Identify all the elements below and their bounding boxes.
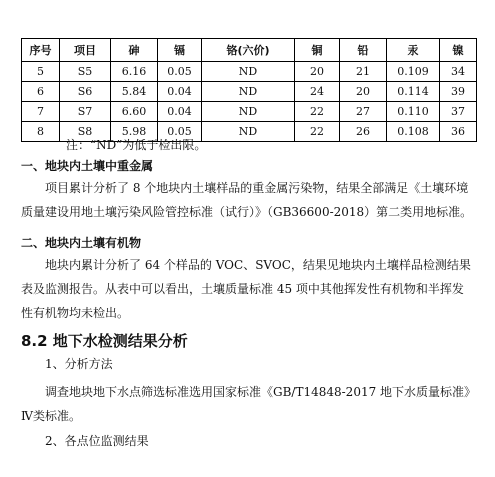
table-cell: 0.04 [158, 82, 202, 102]
table-cell: 5.84 [111, 82, 158, 102]
table-cell: 24 [295, 82, 340, 102]
table-cell: ND [202, 82, 295, 102]
table-cell: 0.05 [158, 122, 202, 142]
table-cell: 6.16 [111, 62, 158, 82]
table-cell: 27 [340, 102, 387, 122]
header-cell: 序号 [22, 39, 60, 62]
groundwater-results-subheading: 2、各点位监测结果 [45, 434, 149, 448]
table-cell: S8 [60, 122, 111, 142]
table-cell: 0.108 [387, 122, 440, 142]
groundwater-line-2: Ⅳ类标准。 [21, 409, 81, 423]
table-cell: 21 [340, 62, 387, 82]
header-cell: 砷 [111, 39, 158, 62]
table-cell: 8 [22, 122, 60, 142]
organic-line-2: 表及监测报告。从表中可以看出，土壤质量标准 45 项中其他挥发性有机物和半挥发 [21, 282, 464, 296]
table-cell: 5.98 [111, 122, 158, 142]
table-cell: ND [202, 102, 295, 122]
organic-line-1: 地块内累计分析了 64 个样品的 VOC、SVOC，结果见地块内土壤样品检测结果 [45, 258, 471, 272]
table-cell: 36 [440, 122, 477, 142]
heavy-metal-line-2: 质量建设用地土壤污染风险管控标准（试行）》（GB36600-2018）第二类用地标准。 [21, 205, 473, 219]
heavy-metal-results-table [21, 38, 477, 142]
header-cell: 镉 [158, 39, 202, 62]
header-cell: 铅 [340, 39, 387, 62]
organic-line-3: 性有机物均未检出。 [21, 306, 130, 320]
table-header-row [22, 39, 477, 62]
table-cell: S7 [60, 102, 111, 122]
header-cell: 项目 [60, 39, 111, 62]
table-cell: 0.109 [387, 62, 440, 82]
table-cell: ND [202, 122, 295, 142]
heavy-metal-line-1: 项目累计分析了 8 个地块内土壤样品的重金属污染物，结果全部满足《土壤环境 [45, 181, 469, 195]
table-cell: S5 [60, 62, 111, 82]
table-cell: 20 [295, 62, 340, 82]
table-cell: 0.114 [387, 82, 440, 102]
header-cell: 铜 [295, 39, 340, 62]
groundwater-method-subheading: 1、分析方法 [45, 357, 113, 371]
table-cell: 6 [22, 82, 60, 102]
table-cell: 22 [295, 102, 340, 122]
table-cell: 0.04 [158, 102, 202, 122]
groundwater-section-title: 8.2 地下水检测结果分析 [21, 332, 188, 350]
table-row [22, 82, 477, 102]
table-row [22, 62, 477, 82]
table-cell: 0.05 [158, 62, 202, 82]
header-cell: 镍 [440, 39, 477, 62]
table-cell: S6 [60, 82, 111, 102]
heavy-metal-heading: 一、地块内土壤中重金属 [21, 159, 154, 173]
organic-heading: 二、地块内土壤有机物 [21, 236, 142, 250]
header-cell: 汞 [387, 39, 440, 62]
table-row [22, 102, 477, 122]
table-cell: 22 [295, 122, 340, 142]
table-cell: 37 [440, 102, 477, 122]
table-cell: 34 [440, 62, 477, 82]
table-cell: 5 [22, 62, 60, 82]
table-cell: 26 [340, 122, 387, 142]
table-cell: ND [202, 62, 295, 82]
table-cell: 0.110 [387, 102, 440, 122]
groundwater-line-1: 调查地块地下水点筛选标准选用国家标准《GB/T14848-2017 地下水质量标准》 [45, 385, 477, 399]
table-cell: 20 [340, 82, 387, 102]
table-cell: 7 [22, 102, 60, 122]
table-cell: 39 [440, 82, 477, 102]
header-cell: 铬(六价) [202, 39, 295, 62]
table-note: 注：“ND”为低于检出限。 [66, 138, 207, 152]
table-cell: 6.60 [111, 102, 158, 122]
